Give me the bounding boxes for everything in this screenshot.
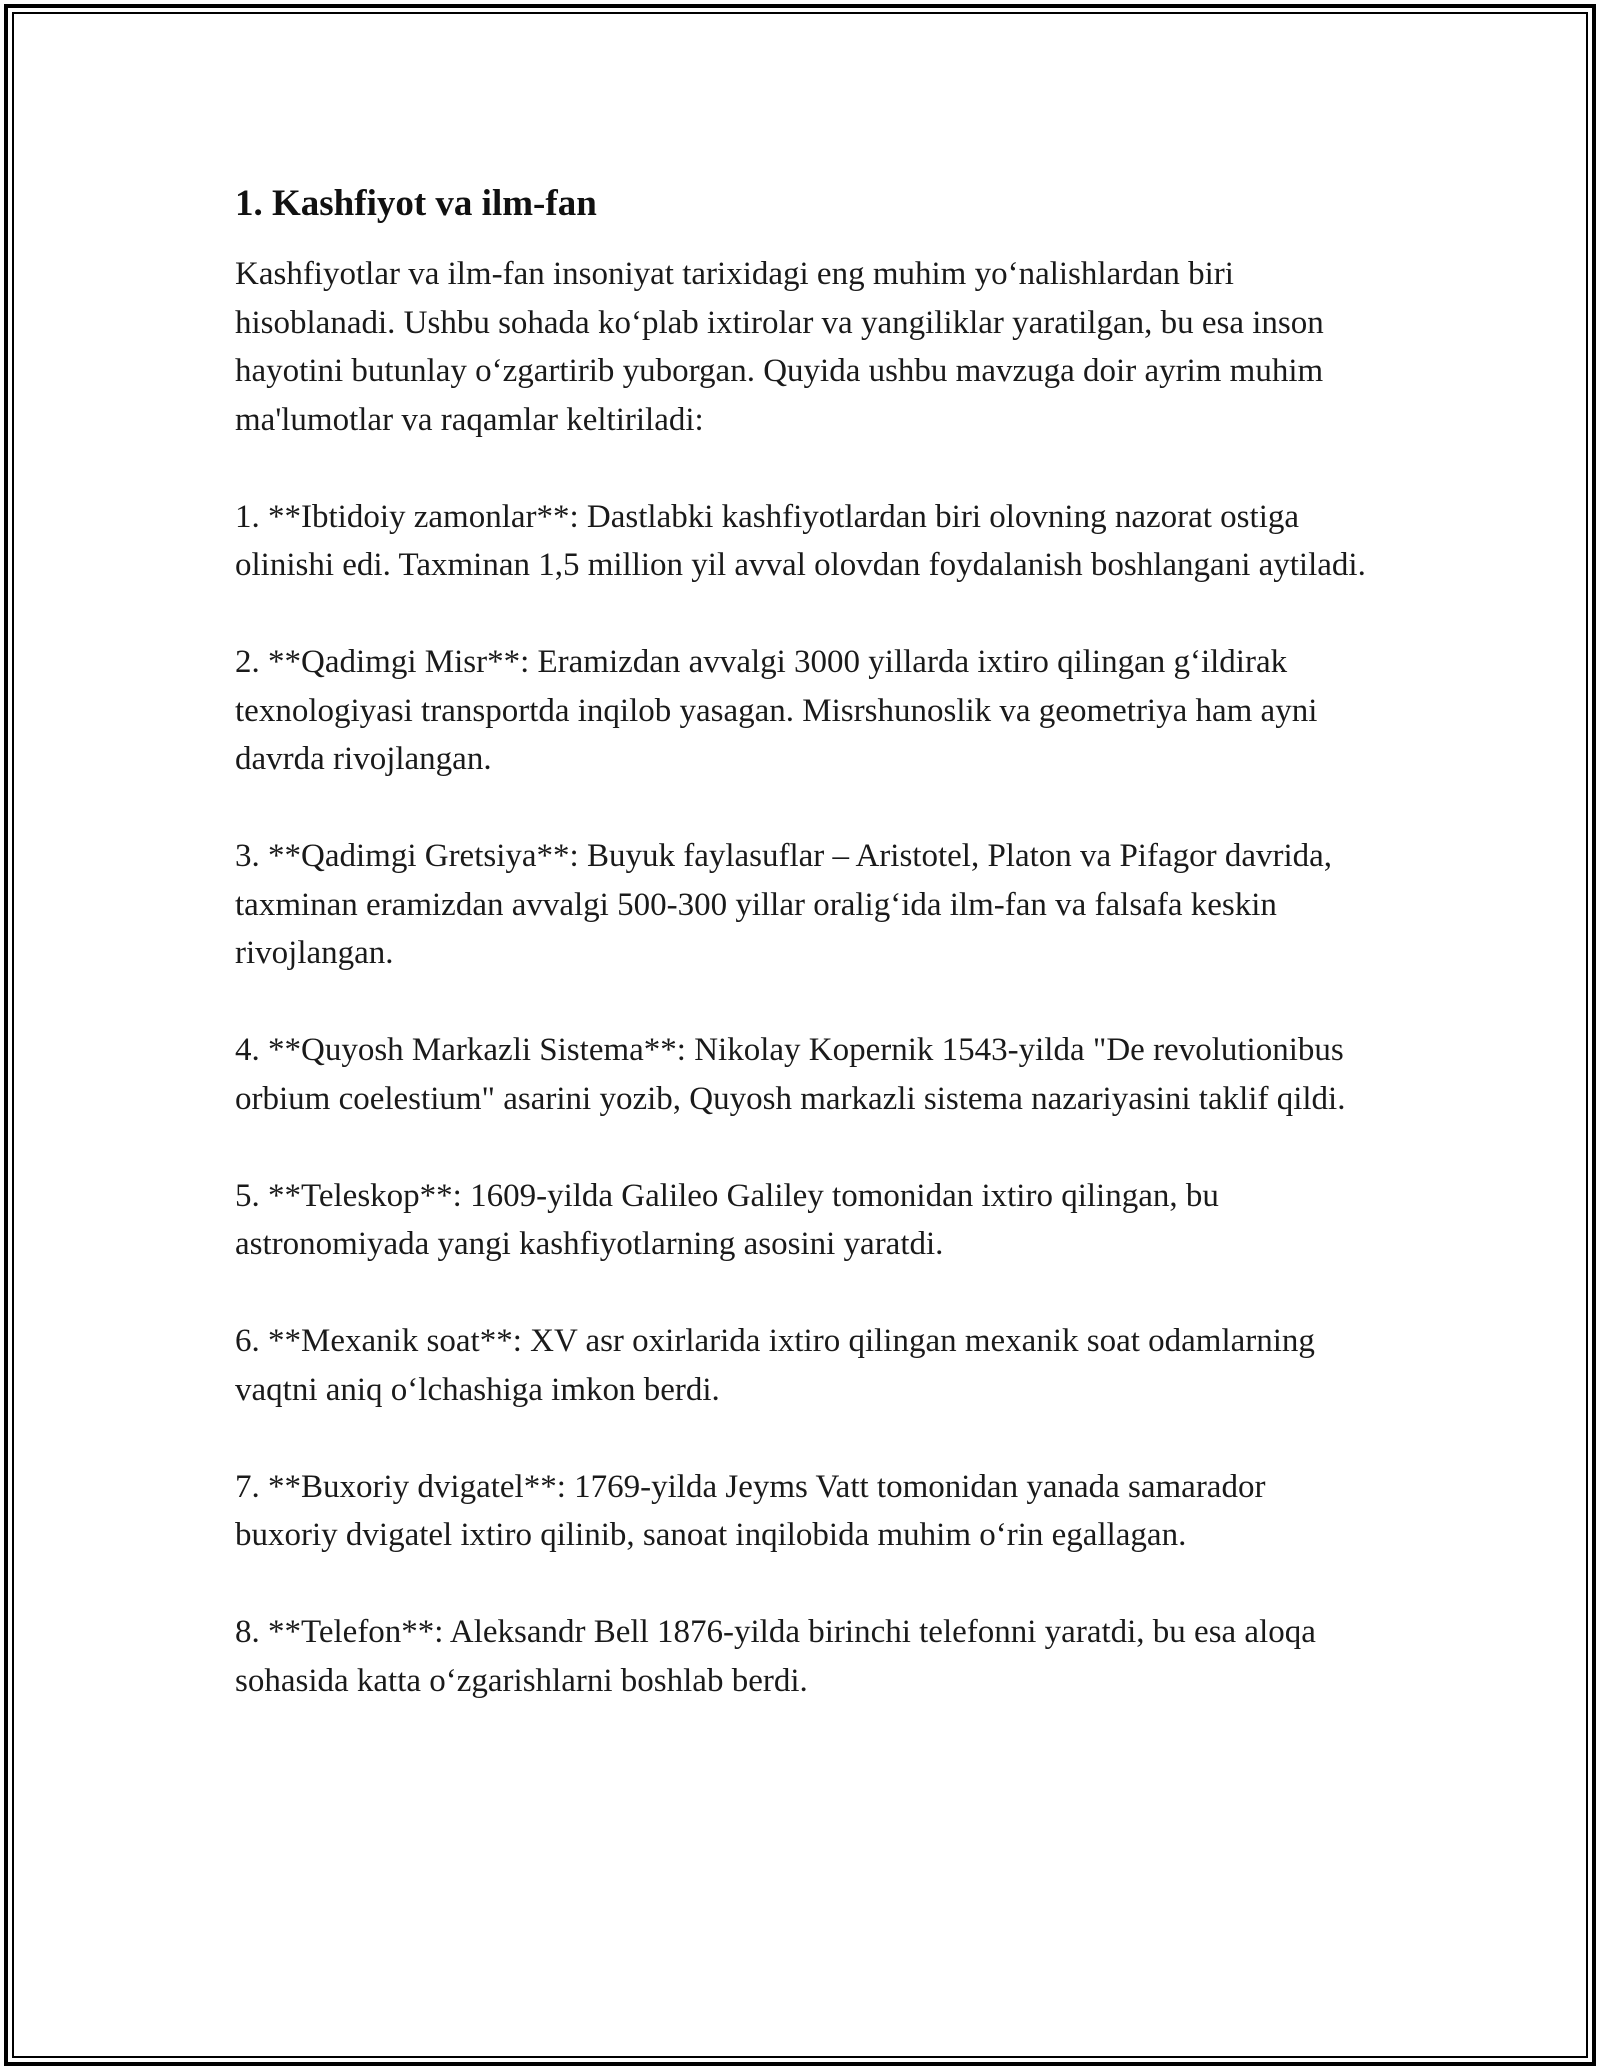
list-item-7: 7. **Buxoriy dvigatel**: 1769-yilda Jeyms Vatt tomonidan yanada samarador buxoriy dvigatel ixtiro qilinib, sanoat inqilobida muhim o‘rin egallagan. [235, 1468, 1266, 1553]
list-item-6: 6. **Mexanik soat**: XV asr oxirlarida ixtiro qilingan mexanik soat odamlarning vaqtni aniq o‘lchashiga imkon berdi. [235, 1323, 1315, 1408]
document-body [235, 180, 1375, 1754]
list-item-3: 3. **Qadimgi Gretsiya**: Buyuk faylasuflar – Aristotel, Platon va Pifagor davrida, taxminan eramizdan avvalgi 500-300 yillar oralig‘ida ilm-fan va falsafa keskin rivojlangan. [235, 838, 1333, 971]
list-item-2: 2. **Qadimgi Misr**: Eramizdan avvalgi 3000 yillarda ixtiro qilingan g‘ildirak texnologiyasi transportda inqilob yasagan. Misrshunoslik va geometriya ham ayni davrda rivojlangan. [235, 644, 1318, 777]
section-heading: 1. Kashfiyot va ilm-fan [235, 183, 597, 224]
list-item-1: 1. **Ibtidoiy zamonlar**: Dastlabki kashfiyotlardan biri olovning nazorat ostiga olinishi edi. Taxminan 1,5 million yil avval olovdan foydalanish boshlangani aytiladi. [235, 498, 1366, 583]
list-item-4: 4. **Quyosh Markazli Sistema**: Nikolay Kopernik 1543-yilda "De revolutionibus orbium coelestium" asarini yozib, Quyosh markazli sistema nazariyasini taklif qildi. [235, 1032, 1346, 1117]
list-item-5: 5. **Teleskop**: 1609-yilda Galileo Galiley tomonidan ixtiro qilingan, bu astronomiyada yangi kashfiyotlarning asosini yaratdi. [235, 1177, 1219, 1262]
list-item-8: 8. **Telefon**: Aleksandr Bell 1876-yilda birinchi telefonni yaratdi, bu esa aloqa sohasida katta o‘zgarishlarni boshlab berdi. [235, 1614, 1316, 1699]
intro-paragraph: Kashfiyotlar va ilm-fan insoniyat tarixidagi eng muhim yo‘nalishlardan biri hisoblanadi. Ushbu sohada ko‘plab ixtirolar va yangiliklar yaratilgan, bu esa inson hayotini butunlay o‘zgartirib yuborgan. Quyida ushbu mavzuga doir ayrim muhim ma'lumotlar va raqamlar keltiriladi: [235, 256, 1324, 438]
